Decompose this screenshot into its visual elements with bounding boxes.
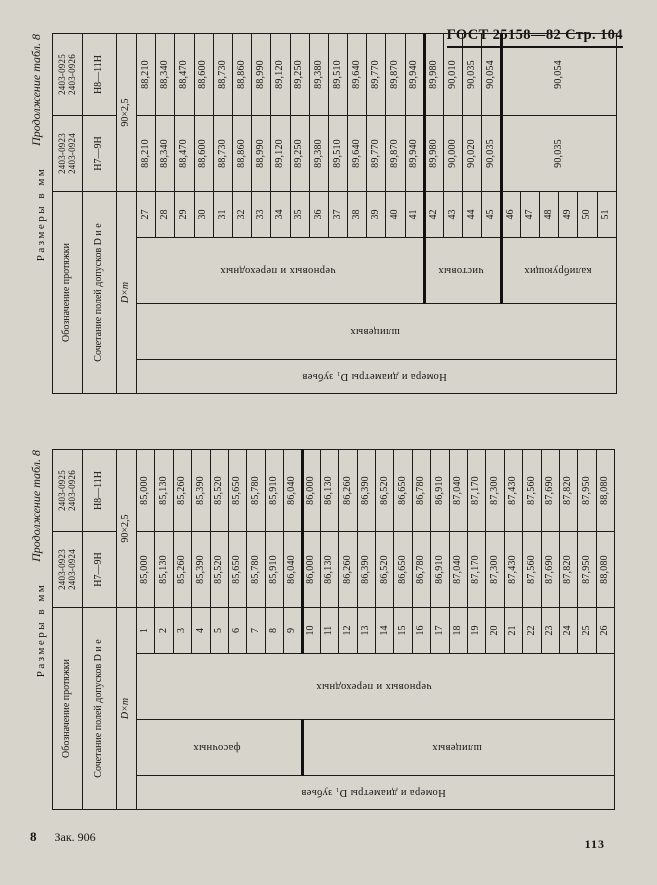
tolerance-col2-cell: Н8—11Н — [83, 34, 117, 116]
value-cell-h8: 89,250 — [290, 34, 309, 116]
row-number-cell: 19 — [468, 608, 486, 654]
row-number-cell: 48 — [539, 192, 558, 238]
designation-number: 2403-0926 — [66, 470, 77, 511]
value-cell-h8: 88,600 — [194, 34, 213, 116]
value-cell-h8: 86,260 — [339, 450, 357, 532]
value-cell-h7: 85,000 — [137, 532, 155, 608]
row-number-cell: 15 — [394, 608, 412, 654]
signature-number: 8 — [30, 829, 37, 844]
value-cell-h8: 89,380 — [309, 34, 328, 116]
row-number-cell: 20 — [486, 608, 504, 654]
value-cell-h7: 86,390 — [357, 532, 375, 608]
value-cell-h7: 88,990 — [252, 116, 271, 192]
row-number-cell: 10 — [302, 608, 320, 654]
designation-col2-cell — [53, 34, 83, 116]
value-cell-h8: 86,780 — [412, 450, 430, 532]
value-cell-h8: 86,040 — [284, 450, 302, 532]
lower-table-rotated-container — [28, 442, 624, 810]
dm-value-cell: 90×2,5 — [117, 34, 137, 192]
stage-cell — [137, 238, 425, 304]
row-number-cell: 51 — [597, 192, 616, 238]
value-cell-h7: 85,130 — [155, 532, 173, 608]
row-number-cell: 9 — [284, 608, 302, 654]
value-cell-h8: 90,010 — [444, 34, 463, 116]
tooth-type-cell — [302, 720, 615, 776]
row-number-cell: 27 — [137, 192, 156, 238]
upper-table-body — [137, 34, 617, 394]
value-cell-h8: 86,910 — [431, 450, 449, 532]
table-caption: Продолжение табл. 8 — [29, 34, 43, 146]
row-number-cell: 24 — [559, 608, 577, 654]
tolerance-col2-cell: Н8—11Н — [83, 450, 117, 532]
row-number-cell: 5 — [210, 608, 228, 654]
value-cell-h7: 86,260 — [339, 532, 357, 608]
row-number-cell: 39 — [367, 192, 386, 238]
designation-number: 2403-0926 — [66, 54, 77, 95]
tooth-type-cell — [137, 720, 303, 776]
value-cell-h7: 89,870 — [386, 116, 405, 192]
value-cell-h8: 87,820 — [559, 450, 577, 532]
value-cell-h7: 87,560 — [523, 532, 541, 608]
row-number-cell: 12 — [339, 608, 357, 654]
value-cell-h7: 85,910 — [265, 532, 283, 608]
lower-table-area — [28, 442, 611, 810]
value-cell-h7: 87,300 — [486, 532, 504, 608]
value-cell-h8: 90,035 — [463, 34, 482, 116]
lower-table-header — [53, 450, 137, 810]
value-cell-h7: 88,730 — [213, 116, 232, 192]
value-cell-h7: 85,520 — [210, 532, 228, 608]
upper-table-rotated-container — [28, 26, 624, 394]
row-number-cell: 25 — [578, 608, 596, 654]
value-cell-h8: 89,870 — [386, 34, 405, 116]
value-cell-h8: 88,730 — [213, 34, 232, 116]
value-cell-h7: 86,000 — [302, 532, 320, 608]
value-cell-h7: 88,080 — [596, 532, 614, 608]
designation-number: 2403-0924 — [66, 549, 77, 590]
value-cell-h8: 86,650 — [394, 450, 412, 532]
row-number-cell: 13 — [357, 608, 375, 654]
table-row — [137, 34, 156, 394]
value-cell-h7: 86,520 — [376, 532, 394, 608]
row-number-cell: 28 — [156, 192, 175, 238]
value-cell-h7: 86,040 — [284, 532, 302, 608]
row-number-cell: 33 — [252, 192, 271, 238]
stage-cell-label: калибрующих — [523, 265, 592, 277]
row-number-cell: 50 — [578, 192, 597, 238]
designation-col1-cell — [53, 116, 83, 192]
row-number-cell: 11 — [320, 608, 338, 654]
value-cell-h8: 88,210 — [137, 34, 156, 116]
designation-number: 2403-0925 — [57, 470, 68, 511]
broach-table-teeth-27-51 — [52, 33, 617, 394]
footer-imprint — [30, 829, 96, 845]
value-cell-h7: 87,820 — [559, 532, 577, 608]
row-number-cell: 40 — [386, 192, 405, 238]
order-number: Зак. 906 — [54, 830, 96, 844]
value-cell-h7: 89,940 — [405, 116, 424, 192]
row-number-cell: 2 — [155, 608, 173, 654]
tooth-type-cell — [137, 304, 617, 360]
upper-table-header — [53, 34, 137, 394]
units-label: Размеры в мм — [35, 166, 47, 262]
row-number-cell: 42 — [424, 192, 443, 238]
value-cell-h8: 88,470 — [175, 34, 194, 116]
row-number-cell: 38 — [348, 192, 367, 238]
tolerance-col1-cell: Н7—9Н — [83, 532, 117, 608]
diameters-side-cell — [137, 360, 617, 394]
value-cell-h8: 87,690 — [541, 450, 559, 532]
value-cell-h7: 89,640 — [348, 116, 367, 192]
value-cell-h8: 86,130 — [320, 450, 338, 532]
value-cell-h8: 85,000 — [137, 450, 155, 532]
value-cell-h7: 90,000 — [444, 116, 463, 192]
value-cell-h7: 86,650 — [394, 532, 412, 608]
value-cell-h7: 89,250 — [290, 116, 309, 192]
gost-page-header: ГОСТ 25158—82 Стр. 104 — [447, 27, 623, 48]
value-cell-h7: 89,980 — [424, 116, 443, 192]
value-cell-h8: 88,080 — [596, 450, 614, 532]
row-number-cell: 18 — [449, 608, 467, 654]
row-number-cell: 46 — [501, 192, 520, 238]
row-number-cell: 47 — [520, 192, 539, 238]
value-cell-h7: 88,860 — [232, 116, 251, 192]
value-cell-h8: 86,390 — [357, 450, 375, 532]
value-cell-h8: 87,300 — [486, 450, 504, 532]
dm-value-cell: 90×2,5 — [117, 450, 137, 608]
value-cell-h7: 89,380 — [309, 116, 328, 192]
row-number-cell: 22 — [523, 608, 541, 654]
value-cell-h8: 88,860 — [232, 34, 251, 116]
value-cell-h8: 87,560 — [523, 450, 541, 532]
value-cell-h7: 90,035 — [482, 116, 501, 192]
row-number-cell: 45 — [482, 192, 501, 238]
value-cell-h8: 85,260 — [173, 450, 191, 532]
value-cell-h8: 89,640 — [348, 34, 367, 116]
value-cell-h8: 88,990 — [252, 34, 271, 116]
value-cell-h8: 87,950 — [578, 450, 596, 532]
value-cell-h7: 85,390 — [192, 532, 210, 608]
value-cell-h7: 87,690 — [541, 532, 559, 608]
lower-table-caption-line — [28, 450, 52, 810]
stage-cell-label: черновых и переходных — [315, 681, 432, 693]
value-cell-h8: 85,390 — [192, 450, 210, 532]
designation-header-cell: Обозначение протяжки — [53, 192, 83, 394]
diameters-side-cell-label: Номера и диаметры D₁ зубьев — [301, 787, 447, 799]
stage-cell-label: чистовых — [438, 265, 484, 277]
row-number-cell: 21 — [504, 608, 522, 654]
value-cell-h8: 87,170 — [468, 450, 486, 532]
value-cell-h7: 86,780 — [412, 532, 430, 608]
value-cell-h7-merged: 90,035 — [501, 116, 616, 192]
row-number-cell: 36 — [309, 192, 328, 238]
value-cell-h8: 86,520 — [376, 450, 394, 532]
value-cell-h7: 87,950 — [578, 532, 596, 608]
value-cell-h8: 85,130 — [155, 450, 173, 532]
value-cell-h7: 88,210 — [137, 116, 156, 192]
value-cell-h8: 89,510 — [328, 34, 347, 116]
value-cell-h7: 87,040 — [449, 532, 467, 608]
row-number-cell: 14 — [376, 608, 394, 654]
row-number-cell: 49 — [559, 192, 578, 238]
value-cell-h7: 86,130 — [320, 532, 338, 608]
row-number-cell: 23 — [541, 608, 559, 654]
value-cell-h8: 85,650 — [228, 450, 246, 532]
value-cell-h7: 87,170 — [468, 532, 486, 608]
value-cell-h8: 85,780 — [247, 450, 265, 532]
row-number-cell: 31 — [213, 192, 232, 238]
value-cell-h8: 85,520 — [210, 450, 228, 532]
value-cell-h7: 89,770 — [367, 116, 386, 192]
designation-col1-cell — [53, 532, 83, 608]
row-number-cell: 32 — [232, 192, 251, 238]
value-cell-h8: 89,770 — [367, 34, 386, 116]
table-row — [302, 450, 320, 810]
designation-number: 2403-0924 — [66, 133, 77, 174]
designation-header-cell: Обозначение протяжки — [53, 608, 83, 810]
stage-cell — [137, 654, 615, 720]
value-cell-h8: 86,000 — [302, 450, 320, 532]
value-cell-h8-merged: 90,054 — [501, 34, 616, 116]
designation-number: 2403-0925 — [57, 54, 68, 95]
page-number: 113 — [584, 837, 605, 851]
row-number-cell: 16 — [412, 608, 430, 654]
row-number-cell: 44 — [463, 192, 482, 238]
table-caption: Продолжение табл. 8 — [29, 450, 43, 562]
broach-table-teeth-1-26 — [52, 449, 615, 810]
tolerance-header-cell: Сочетание полей допусков D и е — [83, 192, 117, 394]
upper-table-caption-line — [28, 34, 52, 394]
dm-header-cell: D×m — [117, 608, 137, 810]
tooth-type-cell-label: шлицевых — [432, 742, 482, 754]
row-number-cell: 3 — [173, 608, 191, 654]
stage-cell-label: черновых и переходных — [220, 265, 337, 277]
designation-col2-cell — [53, 450, 83, 532]
row-number-cell: 17 — [431, 608, 449, 654]
value-cell-h8: 90,054 — [482, 34, 501, 116]
tolerance-col1-cell: Н7—9Н — [83, 116, 117, 192]
diameters-side-cell — [137, 776, 615, 810]
value-cell-h7: 87,430 — [504, 532, 522, 608]
row-number-cell: 8 — [265, 608, 283, 654]
value-cell-h7: 86,910 — [431, 532, 449, 608]
value-cell-h8: 85,910 — [265, 450, 283, 532]
table-row — [137, 450, 155, 810]
row-number-cell: 1 — [137, 608, 155, 654]
row-number-cell: 6 — [228, 608, 246, 654]
stage-cell — [424, 238, 501, 304]
value-cell-h7: 88,470 — [175, 116, 194, 192]
row-number-cell: 34 — [271, 192, 290, 238]
tooth-type-cell-label: шлицевых — [349, 326, 400, 338]
lower-table-body — [137, 450, 615, 810]
value-cell-h7: 85,780 — [247, 532, 265, 608]
value-cell-h8: 87,040 — [449, 450, 467, 532]
row-number-cell: 26 — [596, 608, 614, 654]
value-cell-h8: 87,430 — [504, 450, 522, 532]
value-cell-h7: 85,260 — [173, 532, 191, 608]
value-cell-h7: 89,510 — [328, 116, 347, 192]
row-number-cell: 29 — [175, 192, 194, 238]
designation-number: 2403-0923 — [57, 133, 68, 174]
tolerance-header-cell: Сочетание полей допусков D и е — [83, 608, 117, 810]
value-cell-h8: 89,120 — [271, 34, 290, 116]
value-cell-h7: 85,650 — [228, 532, 246, 608]
value-cell-h7: 88,340 — [156, 116, 175, 192]
row-number-cell: 7 — [247, 608, 265, 654]
tooth-type-cell-label: фасочных — [193, 742, 241, 754]
value-cell-h7: 88,600 — [194, 116, 213, 192]
units-label: Размеры в мм — [35, 582, 47, 678]
value-cell-h7: 89,120 — [271, 116, 290, 192]
diameters-side-cell-label: Номера и диаметры D₁ зубьев — [302, 371, 447, 383]
value-cell-h8: 89,940 — [405, 34, 424, 116]
row-number-cell: 43 — [444, 192, 463, 238]
row-number-cell: 30 — [194, 192, 213, 238]
stage-cell — [501, 238, 616, 304]
value-cell-h8: 88,340 — [156, 34, 175, 116]
dm-header-cell: D×m — [117, 192, 137, 394]
designation-number: 2403-0923 — [57, 549, 68, 590]
row-number-cell: 35 — [290, 192, 309, 238]
value-cell-h7: 90,020 — [463, 116, 482, 192]
value-cell-h8: 89,980 — [424, 34, 443, 116]
row-number-cell: 4 — [192, 608, 210, 654]
row-number-cell: 37 — [328, 192, 347, 238]
row-number-cell: 41 — [405, 192, 424, 238]
